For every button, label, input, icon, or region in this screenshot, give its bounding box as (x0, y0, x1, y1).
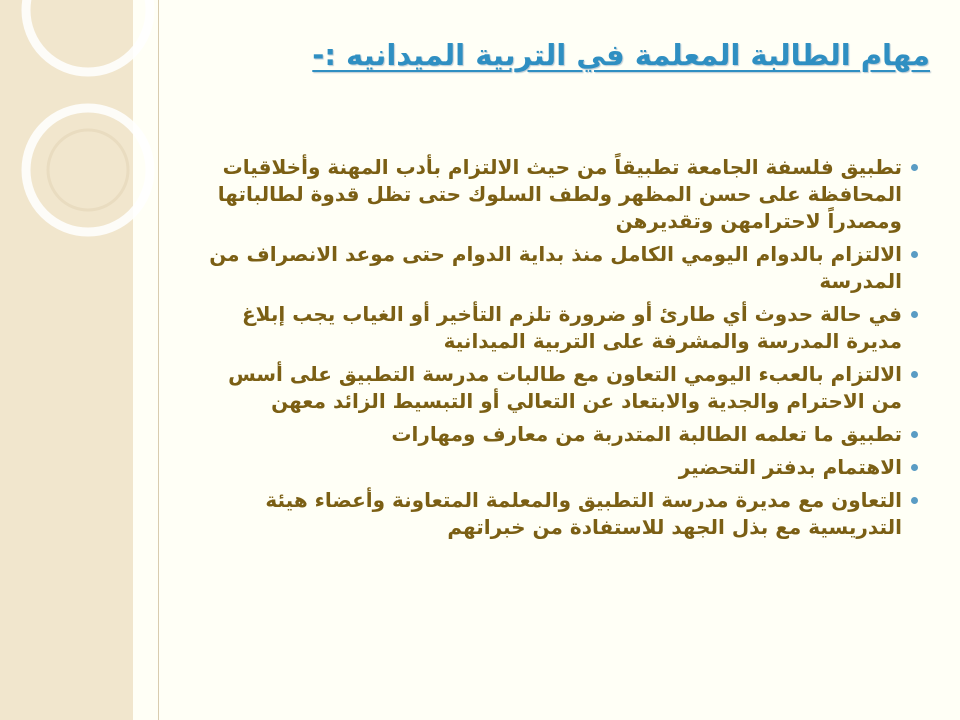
list-item (200, 154, 920, 235)
bullet-list (200, 154, 920, 547)
bullet-dot-icon (911, 251, 918, 258)
decorative-circles (0, 0, 200, 260)
bullet-dot-icon (911, 497, 918, 504)
bullet-text: الالتزام بالدوام اليومي الكامل منذ بداية الدوام حتى موعد الانصراف من المدرسة (209, 242, 902, 293)
list-item (200, 421, 920, 448)
bullet-text: التعاون مع مديرة مدرسة التطبيق والمعلمة المتعاونة وأعضاء هيئة التدريسية مع بذل الجهد للاستفادة من خبراتهم (265, 488, 902, 539)
bullet-text: الاهتمام بدفتر التحضير (678, 455, 902, 479)
list-item (200, 487, 920, 541)
bullet-text: في حالة حدوث أي طارئ أو ضرورة تلزم التأخير أو الغياب يجب إبلاغ مديرة المدرسة والمشرفة على التربية الميدانية (242, 302, 902, 353)
bullet-dot-icon (911, 431, 918, 438)
bullet-dot-icon (911, 464, 918, 471)
bullet-text: تطبيق ما تعلمه الطالبة المتدربة من معارف ومهارات (391, 422, 902, 446)
bullet-dot-icon (911, 371, 918, 378)
bullet-dot-icon (911, 164, 918, 171)
list-item (200, 454, 920, 481)
bullet-text: تطبيق فلسفة الجامعة تطبيقاً من حيث الالتزام بأدب المهنة وأخلاقيات المحافظة على حسن المظهر ولطف السلوك حتى تظل قدوة لطالباتها ومصدراً لاحترامهن وتقديرهن (217, 155, 902, 233)
list-item (200, 301, 920, 355)
bullet-dot-icon (911, 311, 918, 318)
bullet-text: الالتزام بالعبء اليومي التعاون مع طالبات مدرسة التطبيق على أسس من الاحترام والجدية والابتعاد عن التعالي أو التبسيط الزائد معهن (228, 362, 902, 413)
list-item (200, 361, 920, 415)
slide-title: مهام الطالبة المعلمة في التربية الميدانيه :- (312, 38, 930, 72)
list-item (200, 241, 920, 295)
